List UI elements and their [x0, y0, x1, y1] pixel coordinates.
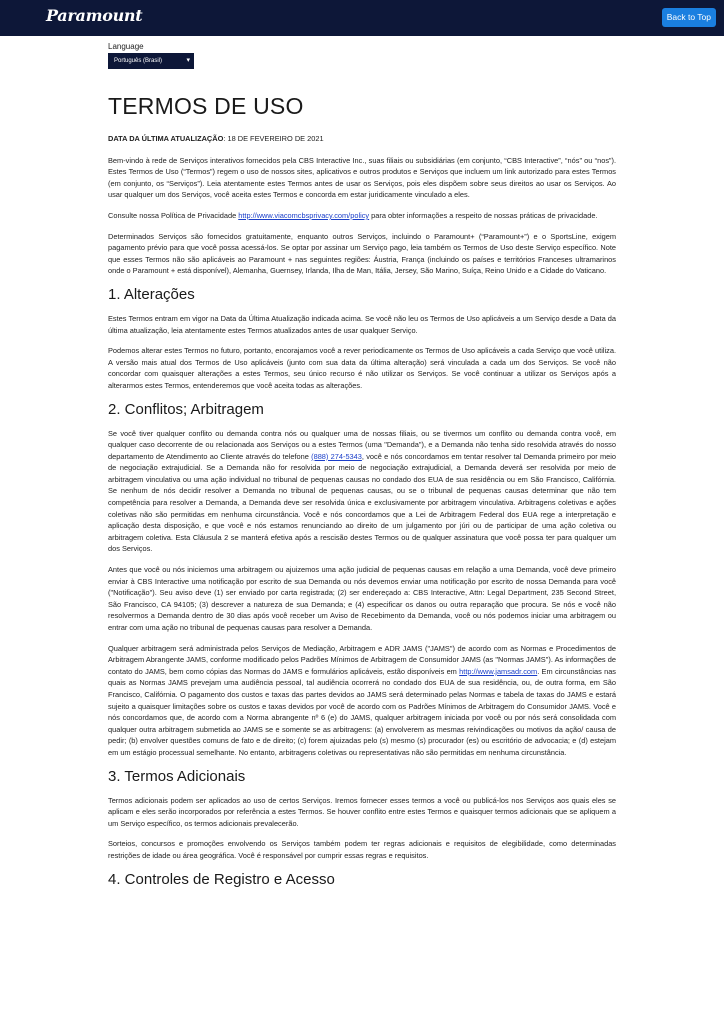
page-title: TERMOS DE USO: [108, 93, 304, 119]
customer-service-phone-link[interactable]: (888) 274-5343: [311, 451, 362, 461]
section-2-p1-text: Se você tiver qualquer conflito ou demanda contra nós ou qualquer uma de nossas filiais, ou se tivermos um conflito ou demanda contra você, em qualquer caso decorrente de ou relacionada aos Serviços ou a estes Termos (uma "Demanda"), e a Demanda não tenha sido resolvida através do nosso departamento de Atendimento ao Cliente através do telefone: [108, 428, 616, 461]
intro-2-text-end: para obter informações a respeito de nossas práticas de privacidade.: [369, 210, 598, 220]
intro-2-text: Consulte nossa Política de Privacidade: [108, 210, 239, 220]
section-2-p3-text: Qualquer arbitragem será administrada pelos Serviços de Mediação, Arbitragem e ADR JAMS ("JAMS") de acordo com as Normas e Procedimentos de Arbitragem Abrangente JAMS, conforme modificado pelos Padrões Mínimos de Arbitragem de Consumidor JAMS (as "Normas JAMS"). As informações de contato do JAMS, bem como cópias das Normas do JAMS e formulários aplicáveis, estão disponíveis em: [108, 643, 616, 676]
language-label: Language: [108, 42, 144, 51]
section-3-heading: 3. Termos Adicionais: [108, 767, 246, 785]
intro-paragraph-2: [108, 210, 616, 222]
terms-content: [108, 42, 616, 898]
section-2-paragraph-2: Antes que você ou nós iniciemos uma arbitragem ou ajuizemos uma ação judicial de pequenas causas em relação a uma Demanda, você deve primeiro enviar à CBS Interactive uma notificação por escrito de sua Demanda ou nós devemos enviar uma notificação por escrito de nossa Demanda para você ("Notificação"). Seu aviso deve (1) ser enviado por carta registrada; (2) ser endereçado a: CBS Interactive, Attn: Legal Department, 235 Second Street, São Francisco, CA 94105; (3) descrever a natureza de sua Demanda; e (4) especificar os danos ou outra reparação que procura. Se nós e você não resolvermos a Demanda dentro de 30 dias após você receber um Aviso de Recebimento da Demanda, você ou nós podemos iniciar uma arbitragem ou entrar com uma ação no tribunal de pequenas causas para resolver a Demanda.: [108, 565, 616, 632]
section-2-p1-text-end: , você e nós concordamos em tentar resolver tal Demanda primeiro por meio de negociação extrajudicial. Se a Demanda não for resolvida por meio de negociação extrajudicial, a Demanda deverá ser resolvida por meio de arbitragem vinculativa ou uma ação individual no tribunal de pequenas causas no condado dos EUA de sua residência ou em São Francisco, Califórnia. Se nenhum de nós decidir resolver a Demanda no tribunal de pequenas causas, ou se o tribunal de pequenas causas determinar que não tem competência para resolver a Demanda, a Demanda deve ser resolvida única e exclusivamente por arbitragem vinculativa. Arbitragens coletivas e ações coletivas não são permitidas em nenhuma circunstância. Você e nós concordamos que a Lei de Arbitragem Federal dos EUA rege a interpretação e aplicação desta disposição, e que você e nós estamos renunciando ao direito de um julgamento por júri ou de participar de uma ação coletiva ou arbitragem coletiva. Esta Cláusula 2 se manterá efetiva após a rescisão destes Termos ou de qualquer assinatura que você possa ter para qualquer um dos Serviços.: [108, 451, 616, 554]
language-select[interactable]: [108, 53, 194, 69]
section-2-heading: 2. Conflitos; Arbitragem: [108, 400, 264, 418]
section-1-paragraph-1: Estes Termos entram em vigor na Data da Última Atualização indicada acima. Se você não leu os Termos de Uso aplicáveis a um Serviço desde a Data da última atualização, leia atentamente estes Termos atualizados antes de usar qualquer Serviço.: [108, 313, 616, 335]
section-2-p3-text-end: . Em circunstâncias nas quais as Normas JAMS prevejam uma audiência pessoal, tal audiência ocorrerá no condado dos EUA de sua residência, ou, de outra forma, em São Francisco, Califórnia. O pagamento dos custos e taxas das partes devidos ao JAMS será determinado pelas Normas e tabela de taxas do JAMS e estará sujeito a quaisquer limitações sobre os custos e taxas devidos por você de acordo com os Padrões Mínimos de Arbitragem do Consumidor JAMS. Você e nós concordamos que, de acordo com a Norma abrangente nº 6 (e) do JAMS, qualquer arbitragem iniciada por você ou por nós será consolidada com qualquer outra arbitragem submetida ao JAMS se e somente se as arbitragens: (a) envolverem as mesmas reivindicações ou motivos da ação/ causa de pedir; (b) envolver questões comuns de fato e de direito; (c) forem ajuizadas pelo (s) mesmo (s) procurador (es) ou escritório de advocacia; e (d) estejam em um estágio processual semelhante. No entanto, arbitragens coletivas ou representativas não são permitidas em nenhuma circunstância.: [108, 666, 617, 757]
section-2-paragraph-1: [108, 428, 616, 556]
section-2-paragraph-3: [108, 643, 616, 759]
intro-paragraph-1: Bem-vindo à rede de Serviços interativos fornecidos pela CBS Interactive Inc., suas filiais ou subsidiárias (em conjunto, “CBS Interactive”, “nós” ou “nos”). Estes Termos de Uso (“Termos”) regem o uso de nossos sites, aplicativos e outros produtos e Serviços que incluem um link autorizado para estes Termos (em conjunto, os “Serviços”). Leia atentamente estes Termos antes de usar os Serviços, pois eles dispõem sobre seus direitos ao usar os Serviços. Ao usar qualquer um dos Serviços, você aceita estes Termos e concorda em estar juridicamente vinculado a eles.: [108, 155, 616, 200]
paramount-logo[interactable]: Paramount: [46, 6, 143, 25]
language-selected-value: Português (Brasil): [114, 58, 163, 64]
section-1-paragraph-2: Podemos alterar estes Termos no futuro, portanto, encorajamos você a rever periodicamente os Termos de Uso aplicáveis a cada Serviço que você utiliza. A versão mais atual dos Termos de Uso aplicáveis (junto com sua data da última alteração) será vinculada a cada um dos Serviços. Se você não concordar com quaisquer alterações a estes Termos, seu único recurso é não utilizar os Serviços. Se você continuar a utilizar os Serviços após a alterarmos estes Termos, entenderemos que você aceita todas as alterações.: [108, 346, 616, 390]
last-updated-date: [108, 133, 616, 145]
section-3-paragraph-2: Sorteios, concursos e promoções envolvendo os Serviços também podem ter regras adicionais e requisitos de elegibilidade, como determinadas restrições de idade ou área geográfica. Você é responsável por cumprir essas regras e requisitos.: [108, 839, 616, 860]
top-navigation-bar: [0, 0, 724, 36]
intro-paragraph-3: Determinados Serviços são fornecidos gratuitamente, enquanto outros Serviços, incluindo o Paramount+ (“Paramount+”) e o SportsLine, exigem pagamento prévio para que você possa acessá-los. Se optar por assinar um Serviço pago, leia também os Termos de Uso deste Serviço específico. Note que esses Termos não são aplicáveis ao Paramount + nas seguintes regiões: Áustria, França (incluindo os países e territórios Franceses ultramarinos onde o Paramount + está disponível), Alemanha, Guernsey, Irlanda, Ilha de Man, Itália, Jersey, São Marino, Suíça, Reino Unido e a Cidade do Vaticano.: [108, 231, 616, 276]
last-updated-value: : 18 DE FEVEREIRO DE 2021: [223, 134, 324, 143]
section-3-paragraph-1: Termos adicionais podem ser aplicados ao uso de certos Serviços. Iremos fornecer esses termos a você ou publicá-los nos Serviços aos quais eles se aplicam e eles serão incorporados por referência a estes Termos. Se houver conflito entre estes Termos e quaisquer termos adicionais que se apliquem a um Serviço específico, os termos adicionais prevalecerão.: [108, 795, 616, 828]
back-to-top-button[interactable]: Back to Top: [662, 8, 716, 27]
privacy-policy-link[interactable]: http://www.viacomcbsprivacy.com/policy: [238, 210, 370, 220]
jams-website-link[interactable]: http://www.jamsadr.com: [459, 666, 538, 676]
section-1-heading: 1. Alterações: [108, 285, 195, 303]
chevron-down-icon: ▾: [186, 57, 190, 64]
section-4-heading: 4. Controles de Registro e Acesso: [108, 870, 335, 888]
last-updated-label: DATA DA ÚLTIMA ATUALIZAÇÃO: [108, 134, 224, 143]
